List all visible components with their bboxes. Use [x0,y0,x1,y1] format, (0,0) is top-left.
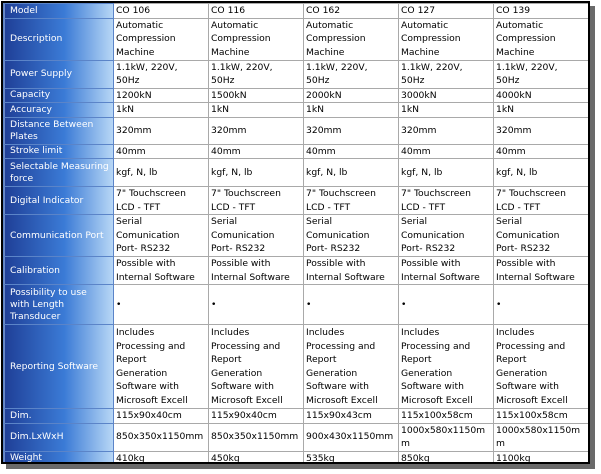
row-label: Dim. [4,409,114,424]
table-cell: • [399,285,494,325]
table-cell: Serial Comunication Port- RS232 [399,215,494,257]
table-cell: 1200kN [114,88,209,103]
table-row [4,285,589,325]
table-cell: 3000kN [399,88,494,103]
table-row [4,215,589,257]
table-cell: Includes Processing and Report Generation Software with Microsoft Excell [399,325,494,409]
table-cell: 1100kg [494,451,589,464]
table-row [4,409,589,424]
table-cell: 320mm [304,117,399,144]
table-cell: 1.1kW, 220V, 50Hz [304,60,399,88]
table-cell: 535kg [304,451,399,464]
table-cell: 320mm [399,117,494,144]
table-cell: CO 116 [209,4,304,19]
table-row [4,423,589,451]
table-row [4,187,589,215]
row-label: Calibration [4,257,114,285]
table-cell: Possible with Internal Software [304,257,399,285]
row-label: Dim.LxWxH [4,423,114,451]
table-cell: Serial Comunication Port- RS232 [304,215,399,257]
table-row [4,257,589,285]
row-label: Possibility to use with Length Transducer [4,285,114,325]
spec-table-frame [1,1,590,464]
table-cell: Includes Processing and Report Generation Software with Microsoft Excell [304,325,399,409]
table-cell: Automatic Compression Machine [494,18,589,60]
table-cell: 40mm [494,144,589,159]
table-cell: 1.1kW, 220V, 50Hz [494,60,589,88]
row-label: Distance Between Plates [4,117,114,144]
table-cell: CO 162 [304,4,399,19]
table-cell: Automatic Compression Machine [209,18,304,60]
table-cell: 320mm [114,117,209,144]
table-cell: Serial Comunication Port- RS232 [114,215,209,257]
table-cell: 1.1kW, 220V, 50Hz [209,60,304,88]
table-cell: 115x90x40cm [209,409,304,424]
table-cell: 1kN [209,103,304,118]
table-cell: 1kN [494,103,589,118]
row-label: Selectable Measuring force [4,159,114,187]
row-label: Digital Indicator [4,187,114,215]
table-cell: Includes Processing and Report Generation Software with Microsoft Excell [494,325,589,409]
table-cell: kgf, N, lb [304,159,399,187]
row-label: Reporting Software [4,325,114,409]
table-cell: 115x100x58cm [494,409,589,424]
table-cell: 1500kN [209,88,304,103]
table-cell: 850x350x1150mm [114,423,209,451]
table-cell: 320mm [494,117,589,144]
table-cell: 115x100x58cm [399,409,494,424]
table-row [4,159,589,187]
table-cell: 7" Touchscreen LCD - TFT [114,187,209,215]
specification-table [3,3,589,464]
table-cell: 115x90x43cm [304,409,399,424]
table-cell: Possible with Internal Software [494,257,589,285]
table-row [4,144,589,159]
table-row [4,88,589,103]
row-label: Weight [4,451,114,464]
table-row [4,103,589,118]
table-cell: Possible with Internal Software [114,257,209,285]
row-label: Accuracy [4,103,114,118]
table-cell: 410kg [114,451,209,464]
table-cell: Automatic Compression Machine [114,18,209,60]
table-cell: 850x350x1150mm [209,423,304,451]
table-cell: 1kN [304,103,399,118]
table-cell: • [209,285,304,325]
table-cell: Possible with Internal Software [399,257,494,285]
table-cell: CO 127 [399,4,494,19]
table-cell: 1kN [399,103,494,118]
table-cell: 7" Touchscreen LCD - TFT [399,187,494,215]
table-cell: 2000kN [304,88,399,103]
table-cell: kgf, N, lb [399,159,494,187]
table-cell: 850kg [399,451,494,464]
row-label: Power Supply [4,60,114,88]
table-cell: kgf, N, lb [494,159,589,187]
table-cell: 1000x580x1150m m [399,423,494,451]
table-cell: Automatic Compression Machine [399,18,494,60]
row-label: Communication Port [4,215,114,257]
table-cell: 1000x580x1150m m [494,423,589,451]
table-cell: 320mm [209,117,304,144]
table-cell: Includes Processing and Report Generation Software with Microsoft Excell [114,325,209,409]
table-cell: kgf, N, lb [209,159,304,187]
table-cell: • [114,285,209,325]
row-label: Capacity [4,88,114,103]
table-cell: 7" Touchscreen LCD - TFT [209,187,304,215]
row-label: Stroke limit [4,144,114,159]
table-cell: Automatic Compression Machine [304,18,399,60]
table-cell: Serial Comunication Port- RS232 [494,215,589,257]
table-row [4,4,589,19]
row-label: Model [4,4,114,19]
table-cell: 900x430x1150mm [304,423,399,451]
table-row [4,60,589,88]
table-cell: 1.1kW, 220V, 50Hz [114,60,209,88]
table-cell: 40mm [209,144,304,159]
table-cell: 40mm [304,144,399,159]
row-label: Description [4,18,114,60]
table-cell: • [304,285,399,325]
table-cell: 40mm [399,144,494,159]
table-row [4,117,589,144]
table-cell: CO 139 [494,4,589,19]
table-cell: 7" Touchscreen LCD - TFT [304,187,399,215]
table-cell: 7" Touchscreen LCD - TFT [494,187,589,215]
table-cell: 1kN [114,103,209,118]
table-row [4,18,589,60]
table-cell: CO 106 [114,4,209,19]
table-cell: 1.1kW, 220V, 50Hz [399,60,494,88]
table-cell: kgf, N, lb [114,159,209,187]
table-row [4,451,589,464]
table-cell: Serial Comunication Port- RS232 [209,215,304,257]
table-cell: Includes Processing and Report Generation Software with Microsoft Excell [209,325,304,409]
table-cell: 4000kN [494,88,589,103]
table-row [4,325,589,409]
table-cell: Possible with Internal Software [209,257,304,285]
table-cell: 450kg [209,451,304,464]
table-cell: 40mm [114,144,209,159]
table-cell: • [494,285,589,325]
table-cell: 115x90x40cm [114,409,209,424]
